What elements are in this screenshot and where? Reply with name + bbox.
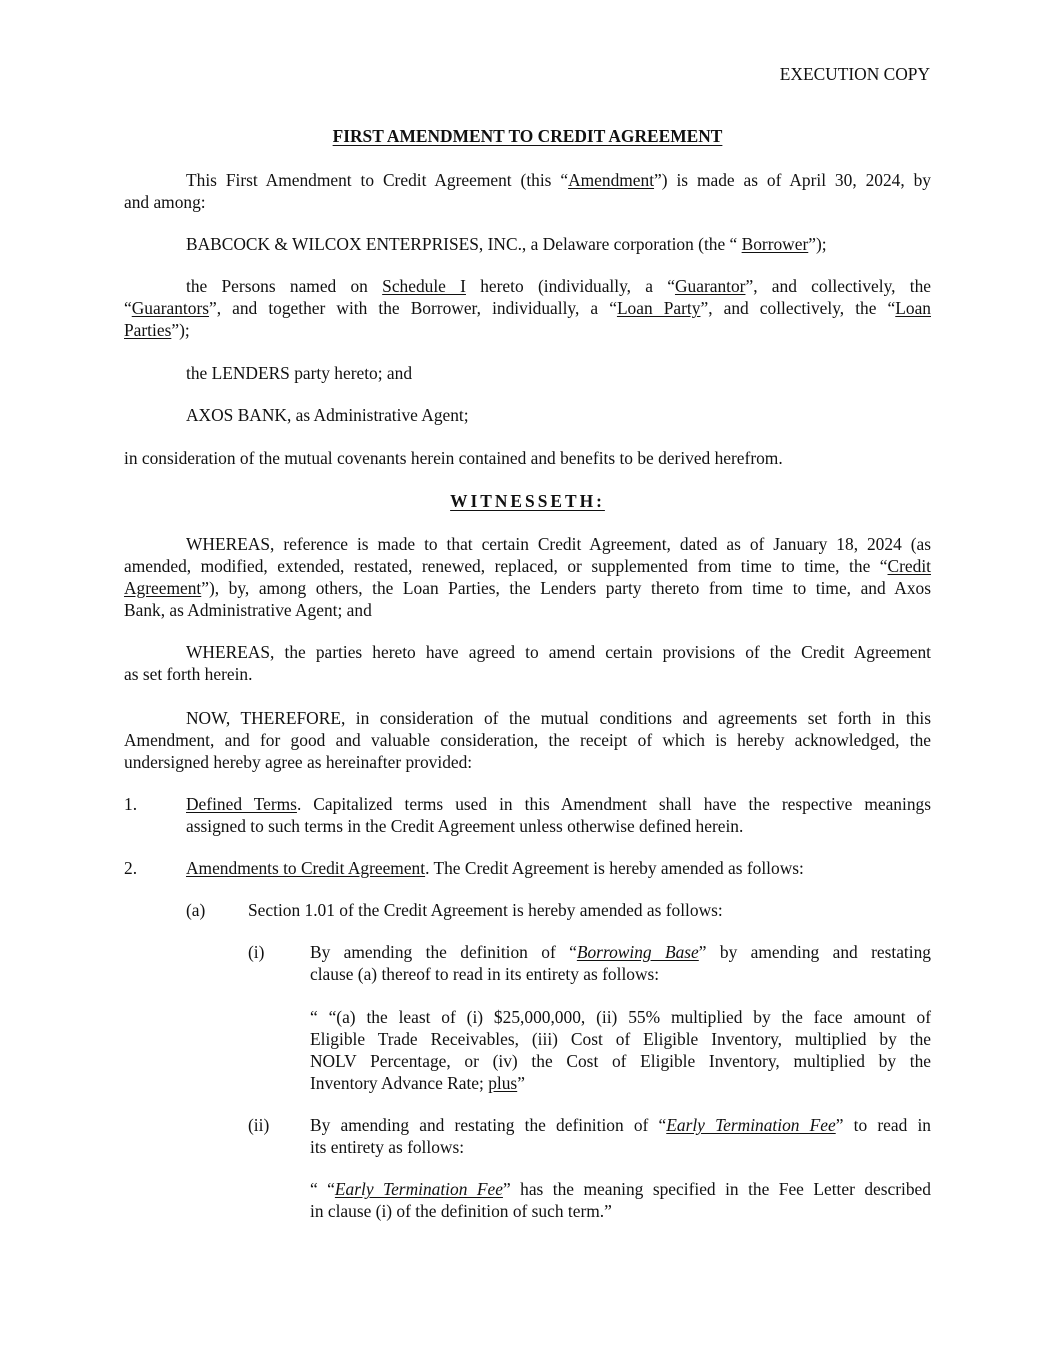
whereas1-line-1: WHEREAS, reference is made to that certain Credit Agreement, dated as of January 18, 2024 (as	[186, 534, 931, 554]
section-1-line-2: assigned to such terms in the Credit Agreement unless otherwise defined herein.	[186, 816, 744, 836]
term-early-termination-fee-quoted: Early Termination Fee	[334, 1179, 503, 1199]
quote-i-line-4: Inventory Advance Rate; plus”	[310, 1073, 525, 1093]
section-2-heading: Amendments to Credit Agreement	[186, 858, 426, 878]
whereas1-line-2: amended, modified, extended, restated, renewed, replaced, or supplemented from time to time, the “Credit	[124, 556, 931, 576]
term-amendment: Amendment	[568, 170, 655, 190]
section-2-number: 2.	[124, 858, 138, 878]
term-parties: Parties	[124, 320, 172, 340]
term-plus: plus	[488, 1073, 518, 1093]
term-guarantors: Guarantors	[131, 298, 209, 318]
section-2a-text: Section 1.01 of the Credit Agreement is hereby amended as follows:	[248, 900, 723, 920]
term-borrowing-base: Borrowing Base	[576, 942, 699, 962]
intro-line-2: and among:	[124, 192, 206, 212]
term-guarantor: Guarantor	[674, 276, 746, 296]
term-loan-party: Loan Party	[616, 298, 701, 318]
execution-copy-label: EXECUTION COPY	[779, 64, 930, 84]
whereas2-line-1: WHEREAS, the parties hereto have agreed to amend certain provisions of the Credit Agreement	[186, 642, 931, 662]
consideration-line: in consideration of the mutual covenants herein contained and benefits to be derived herefrom.	[124, 448, 783, 468]
whereas1-line-4: Bank, as Administrative Agent; and	[124, 600, 372, 620]
borrower-line: BABCOCK & WILCOX ENTERPRISES, INC., a Delaware corporation (the “ Borrower”);	[186, 234, 827, 254]
section-2-line-1: Amendments to Credit Agreement. The Credit Agreement is hereby amended as follows:	[186, 858, 804, 878]
term-agreement: Agreement	[124, 578, 202, 598]
term-credit: Credit	[887, 556, 931, 576]
document-title: FIRST AMENDMENT TO CREDIT AGREEMENT	[332, 126, 723, 146]
lenders-line: the LENDERS party hereto; and	[186, 363, 413, 383]
section-2aii-number: (ii)	[248, 1115, 270, 1135]
persons-line-2: “Guarantors”, and together with the Borrower, individually, a “Loan Party”, and collectively, the “Loan	[124, 298, 931, 318]
now-line-2: Amendment, and for good and valuable consideration, the receipt of which is hereby acknowledged, the	[124, 730, 931, 750]
quote-i-line-1: “ “(a) the least of (i) $25,000,000, (ii) 55% multiplied by the face amount of	[310, 1007, 931, 1027]
quote-ii-line-1: “ “Early Termination Fee” has the meaning specified in the Fee Letter described	[310, 1179, 931, 1199]
quote-ii-line-2: in clause (i) of the definition of such term.”	[310, 1201, 612, 1221]
section-2ai-line-2: clause (a) thereof to read in its entirety as follows:	[310, 964, 660, 984]
section-1-line-1: Defined Terms. Capitalized terms used in this Amendment shall have the respective meanings	[186, 794, 931, 814]
persons-line-3: Parties”);	[124, 320, 190, 340]
section-2ai-line-1: By amending the definition of “Borrowing Base” by amending and restating	[310, 942, 931, 962]
section-2a-number: (a)	[186, 900, 206, 920]
quote-i-line-3: NOLV Percentage, or (iv) the Cost of Eligible Inventory, multiplied by the	[310, 1051, 931, 1071]
persons-line-1: the Persons named on Schedule I hereto (individually, a “Guarantor”, and collectively, the	[186, 276, 932, 296]
intro-line-1: This First Amendment to Credit Agreement (this “Amendment”) is made as of April 30, 2024, by	[186, 170, 931, 190]
term-schedule-i: Schedule I	[382, 276, 466, 296]
section-1-heading: Defined Terms	[186, 794, 297, 814]
now-line-1: NOW, THEREFORE, in consideration of the mutual conditions and agreements set forth in this	[186, 708, 931, 728]
section-2aii-line-2: its entirety as follows:	[310, 1137, 465, 1157]
section-1-number: 1.	[124, 794, 138, 814]
term-loan: Loan	[895, 298, 931, 318]
now-line-3: undersigned hereby agree as hereinafter provided:	[124, 752, 473, 772]
section-2ai-number: (i)	[248, 942, 265, 962]
agent-line: AXOS BANK, as Administrative Agent;	[186, 405, 469, 425]
quote-i-line-2: Eligible Trade Receivables, (iii) Cost of Eligible Inventory, multiplied by the	[310, 1029, 931, 1049]
term-borrower: Borrower	[741, 234, 809, 254]
whereas2-line-2: as set forth herein.	[124, 664, 253, 684]
term-early-termination-fee: Early Termination Fee	[666, 1115, 836, 1135]
whereas1-line-3: Agreement”), by, among others, the Loan Parties, the Lenders party thereto from time to time, and Axos	[124, 578, 931, 598]
section-2aii-line-1: By amending and restating the definition of “Early Termination Fee” to read in	[310, 1115, 931, 1135]
witnesseth-heading: WITNESSETH:	[450, 491, 605, 511]
